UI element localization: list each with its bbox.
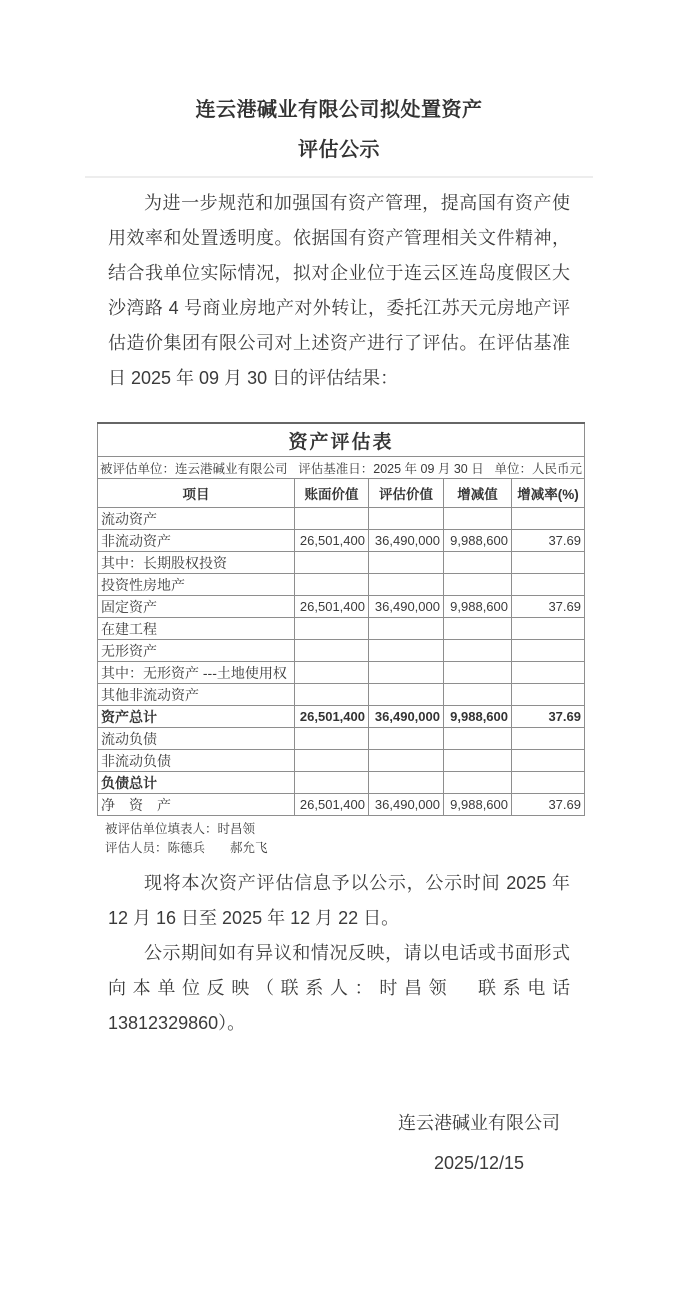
table-row [98, 728, 585, 750]
cell-item: 资产总计 [98, 706, 295, 728]
cell-change-value [444, 750, 512, 772]
table-row [98, 508, 585, 530]
intro-paragraph: 为进一步规范和加强国有资产管理，提高国有资产使用效率和处置透明度。依据国有资产管理相关文件精神，结合我单位实际情况，拟对企业位于连云区连岛度假区大沙湾路 4 号商业房地产对外转让，委托江苏天元房地产评估造价集团有限公司对上述资产进行了评估。在评估基准日 2025 年 09 月 30 日的评估结果： [108, 193, 570, 388]
table-row [98, 662, 585, 684]
cell-appraised-value [369, 640, 444, 662]
cell-change-rate: 37.69 [512, 530, 585, 552]
assessed-entity: 被评估单位：连云港碱业有限公司 [100, 461, 288, 476]
cell-change-value: 9,988,600 [444, 794, 512, 816]
table-row [98, 552, 585, 574]
currency-unit: 单位：人民币元 [494, 461, 582, 476]
document-page [0, 90, 678, 1290]
table-title-row [98, 423, 585, 457]
cell-book-value [295, 574, 369, 596]
cell-change-rate [512, 728, 585, 750]
cell-change-rate [512, 508, 585, 530]
title-divider [85, 176, 593, 178]
filled-by-note: 被评估单位填表人：时昌领 [105, 822, 256, 836]
contact-paragraph: 公示期间如有异议和情况反映，请以电话或书面形式向本单位反映（联系人：时昌领 联系电话 13812329860）。 [108, 943, 588, 1033]
cell-appraised-value [369, 574, 444, 596]
cell-item: 负债总计 [98, 772, 295, 794]
cell-appraised-value [369, 684, 444, 706]
cell-item: 流动资产 [98, 508, 295, 530]
cell-change-value [444, 772, 512, 794]
table-header-row [98, 479, 585, 508]
title-line-2: 评估公示 [298, 139, 380, 161]
table-row [98, 640, 585, 662]
cell-item: 在建工程 [98, 618, 295, 640]
appraisers-note: 评估人员：陈德兵 郝允飞 [105, 841, 268, 855]
cell-change-value [444, 640, 512, 662]
cell-change-value [444, 662, 512, 684]
cell-appraised-value: 36,490,000 [369, 596, 444, 618]
col-header-book-value: 账面价值 [295, 479, 369, 508]
cell-item: 非流动负债 [98, 750, 295, 772]
table-title: 资产评估表 [98, 423, 585, 457]
cell-appraised-value [369, 728, 444, 750]
document-title [0, 90, 678, 170]
table-row [98, 772, 585, 794]
table-row [98, 684, 585, 706]
cell-change-rate [512, 750, 585, 772]
cell-book-value: 26,501,400 [295, 596, 369, 618]
signature-block [386, 1103, 572, 1183]
table-row [98, 574, 585, 596]
cell-change-value: 9,988,600 [444, 706, 512, 728]
cell-book-value: 26,501,400 [295, 530, 369, 552]
col-header-change-rate: 增减率(%) [512, 479, 585, 508]
cell-item: 无形资产 [98, 640, 295, 662]
cell-appraised-value [369, 552, 444, 574]
cell-book-value [295, 750, 369, 772]
cell-change-value [444, 684, 512, 706]
base-date: 评估基准日：2025 年 09 月 30 日 [298, 461, 484, 476]
cell-appraised-value [369, 618, 444, 640]
cell-change-value [444, 552, 512, 574]
cell-change-rate [512, 684, 585, 706]
cell-change-value: 9,988,600 [444, 596, 512, 618]
cell-book-value [295, 552, 369, 574]
table-row [98, 618, 585, 640]
cell-book-value: 26,501,400 [295, 794, 369, 816]
cell-appraised-value [369, 508, 444, 530]
table-row [98, 530, 585, 552]
cell-change-value [444, 574, 512, 596]
col-header-item: 项目 [98, 479, 295, 508]
cell-appraised-value [369, 662, 444, 684]
table-info [98, 459, 584, 477]
cell-book-value [295, 508, 369, 530]
cell-item: 固定资产 [98, 596, 295, 618]
cell-book-value: 26,501,400 [295, 706, 369, 728]
cell-book-value [295, 618, 369, 640]
cell-book-value [295, 728, 369, 750]
cell-change-value: 9,988,600 [444, 530, 512, 552]
cell-appraised-value: 36,490,000 [369, 706, 444, 728]
cell-change-rate: 37.69 [512, 596, 585, 618]
cell-appraised-value: 36,490,000 [369, 794, 444, 816]
cell-book-value [295, 640, 369, 662]
cell-change-rate: 37.69 [512, 794, 585, 816]
table-row [98, 706, 585, 728]
asset-assessment-table [97, 422, 585, 816]
signature-company: 连云港碱业有限公司 [398, 1113, 560, 1133]
title-line-1: 连云港碱业有限公司拟处置资产 [195, 99, 483, 121]
publicity-period-paragraph: 现将本次资产评估信息予以公示，公示时间 2025 年 12 月 16 日至 2025 年 12 月 22 日。 [108, 873, 570, 928]
cell-item: 投资性房地产 [98, 574, 295, 596]
cell-book-value [295, 662, 369, 684]
cell-book-value [295, 684, 369, 706]
cell-change-rate [512, 552, 585, 574]
cell-change-value [444, 618, 512, 640]
cell-item: 其中：长期股权投资 [98, 552, 295, 574]
cell-change-value [444, 728, 512, 750]
table-info-row [98, 457, 585, 479]
col-header-appraised-value: 评估价值 [369, 479, 444, 508]
table-row [98, 596, 585, 618]
cell-change-rate [512, 618, 585, 640]
table-row [98, 794, 585, 816]
cell-item: 净 资 产 [98, 794, 295, 816]
cell-item: 流动负债 [98, 728, 295, 750]
cell-appraised-value [369, 772, 444, 794]
cell-change-value [444, 508, 512, 530]
cell-change-rate [512, 640, 585, 662]
cell-appraised-value [369, 750, 444, 772]
cell-book-value [295, 772, 369, 794]
col-header-change-value: 增减值 [444, 479, 512, 508]
cell-change-rate [512, 772, 585, 794]
cell-change-rate [512, 662, 585, 684]
cell-item: 非流动资产 [98, 530, 295, 552]
table-row [98, 750, 585, 772]
cell-appraised-value: 36,490,000 [369, 530, 444, 552]
table-notes [105, 820, 678, 858]
cell-change-rate [512, 574, 585, 596]
cell-change-rate: 37.69 [512, 706, 585, 728]
cell-item: 其他非流动资产 [98, 684, 295, 706]
signature-date: 2025/12/15 [433, 1153, 525, 1173]
cell-item: 其中：无形资产 ---土地使用权 [98, 662, 295, 684]
